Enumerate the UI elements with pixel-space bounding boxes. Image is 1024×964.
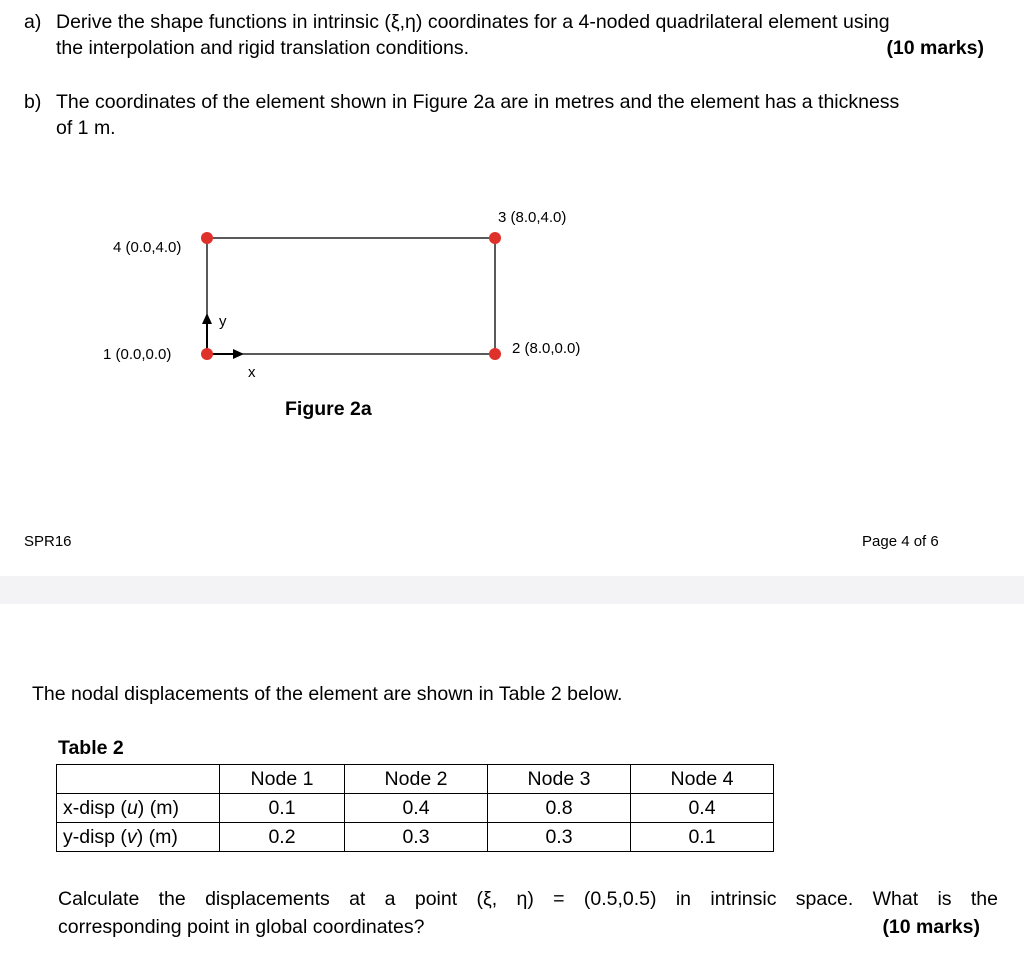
part-b-line-1: The coordinates of the element shown in Figure 2a are in metres and the element has a thickness: [56, 91, 900, 113]
table-header-node-1: Node 1: [220, 765, 345, 794]
node-2-label: 2 (8.0,0.0): [512, 340, 581, 357]
row-label-y-disp: y-disp (v) (m): [57, 823, 220, 852]
axis-x-label: x: [248, 364, 256, 381]
table-header-node-3: Node 3: [488, 765, 631, 794]
table-cell: 0.3: [345, 823, 488, 852]
part-a-label: a): [24, 11, 42, 33]
element-outline: [207, 238, 495, 354]
table-header-node-4: Node 4: [631, 765, 774, 794]
node-1-label: 1 (0.0,0.0): [103, 346, 172, 363]
axis-y-label: y: [219, 313, 227, 330]
table-cell: 0.2: [220, 823, 345, 852]
table-cell: 0.8: [488, 794, 631, 823]
table-cell: 0.1: [631, 823, 774, 852]
figure-caption: Figure 2a: [285, 398, 372, 420]
question-displacements: [58, 886, 998, 942]
node-4-marker: [201, 232, 213, 244]
node-2-marker: [489, 348, 501, 360]
table-title: Table 2: [58, 737, 124, 759]
table-header-row: [57, 765, 774, 794]
node-1-marker: [201, 348, 213, 360]
part-a-line-1: Derive the shape functions in intrinsic (ξ,η) coordinates for a 4-noded quadrilateral element using: [56, 11, 890, 33]
part-b-line-2: of 1 m.: [56, 117, 116, 139]
table-cell: 0.1: [220, 794, 345, 823]
node-4-label: 4 (0.0,4.0): [113, 239, 182, 256]
row-label-x-disp: x-disp (u) (m): [57, 794, 220, 823]
part-a-marks: (10 marks): [886, 37, 984, 59]
question-marks: (10 marks): [882, 916, 980, 938]
page-break-band: [0, 576, 1024, 604]
table-row: [57, 823, 774, 852]
question-line-2: corresponding point in global coordinates?: [58, 916, 425, 938]
table-header-corner: [57, 765, 220, 794]
y-axis-arrowhead: [202, 313, 212, 324]
table-cell: 0.3: [488, 823, 631, 852]
x-axis-arrowhead: [233, 349, 244, 359]
table-cell: 0.4: [345, 794, 488, 823]
table-intro: The nodal displacements of the element are shown in Table 2 below.: [32, 683, 623, 705]
node-3-label: 3 (8.0,4.0): [498, 209, 567, 226]
question-line-1: Calculate the displacements at a point (ξ, η) = (0.5,0.5) in intrinsic space. What is the: [58, 888, 998, 910]
footer-page-number: Page 4 of 6: [862, 533, 939, 550]
part-b-label: b): [24, 91, 42, 113]
question-part-b: [24, 89, 1004, 145]
question-part-a: [24, 9, 1004, 65]
part-a-line-2: the interpolation and rigid translation conditions.: [56, 37, 470, 59]
nodal-displacement-table: [56, 764, 774, 852]
table-header-node-2: Node 2: [345, 765, 488, 794]
node-3-marker: [489, 232, 501, 244]
table-row: [57, 794, 774, 823]
footer-left: SPR16: [24, 533, 72, 550]
table-cell: 0.4: [631, 794, 774, 823]
